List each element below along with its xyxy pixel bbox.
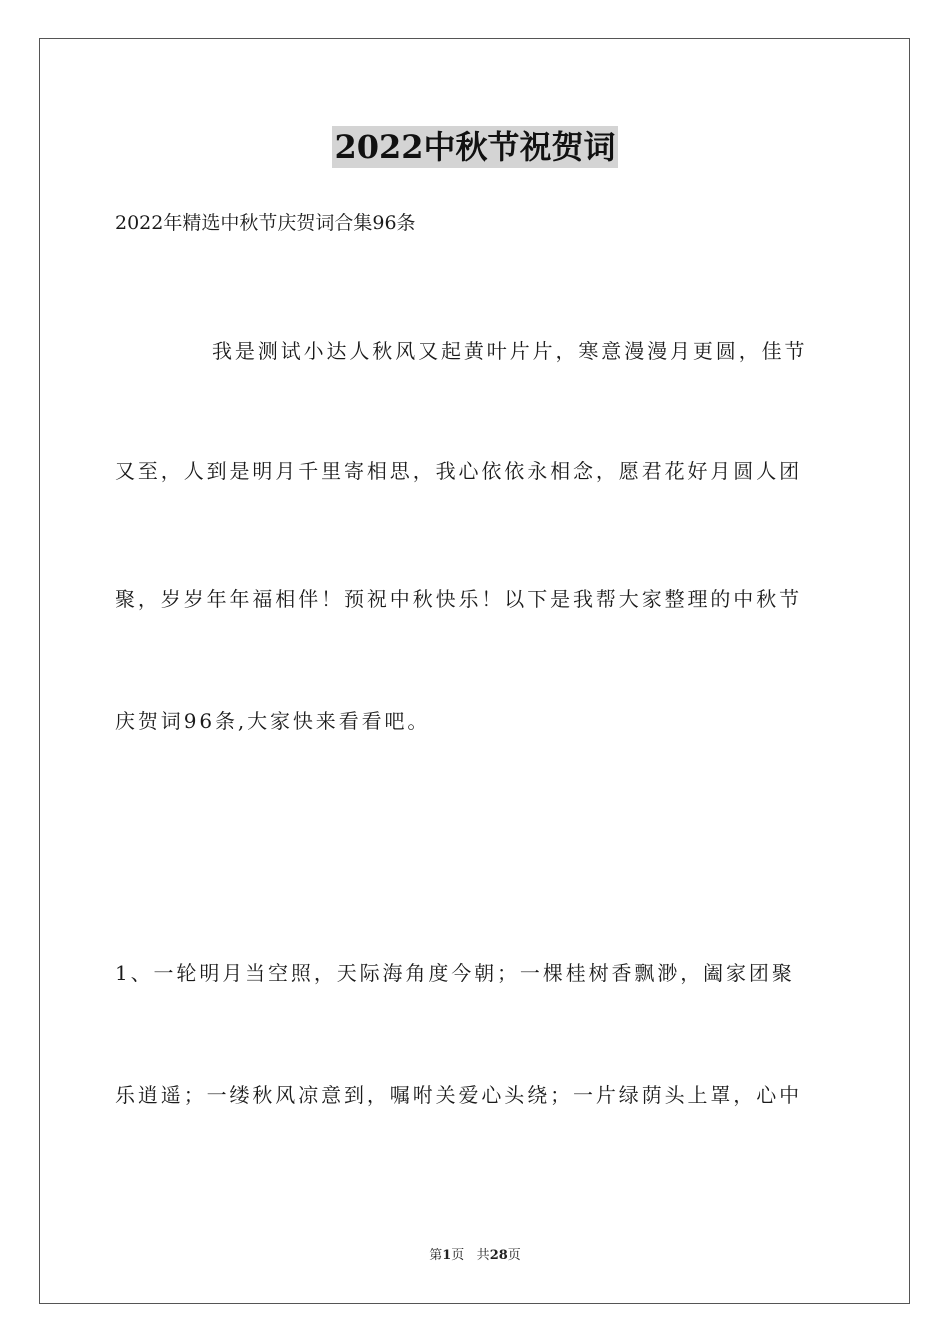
footer-page-suffix: 页 [451, 1248, 465, 1263]
intro-line-1: 我是测试小达人秋风又起黄叶片片，寒意漫漫月更圆，佳节 [212, 339, 808, 363]
footer-total-prefix: 共 [476, 1248, 490, 1263]
intro-line-2: 又至，人到是明月千里寄相思，我心依依永相念，愿君花好月圆人团 [115, 459, 802, 483]
item-line-2: 乐逍遥；一缕秋风凉意到，嘱咐关爱心头绕；一片绿荫头上罩，心中 [115, 1083, 802, 1107]
page-footer [0, 1246, 950, 1266]
document-title: 2022中秋节祝贺词 [334, 128, 616, 166]
item-line-1: 1、一轮明月当空照，天际海角度今朝；一棵桂树香飘渺，阖家团聚 [115, 961, 795, 985]
footer-total-pages: 28 [489, 1248, 508, 1263]
title-container [0, 126, 950, 168]
footer-page-number: 1 [442, 1248, 452, 1263]
intro-line-4: 庆贺词96条,大家快来看看吧。 [115, 709, 431, 733]
intro-line-3: 聚，岁岁年年福相伴！预祝中秋快乐！以下是我帮大家整理的中秋节 [115, 587, 802, 611]
document-subtitle: 2022年精选中秋节庆贺词合集96条 [115, 212, 416, 234]
footer-page-prefix: 第 [429, 1248, 443, 1263]
footer-total-suffix: 页 [507, 1248, 521, 1263]
